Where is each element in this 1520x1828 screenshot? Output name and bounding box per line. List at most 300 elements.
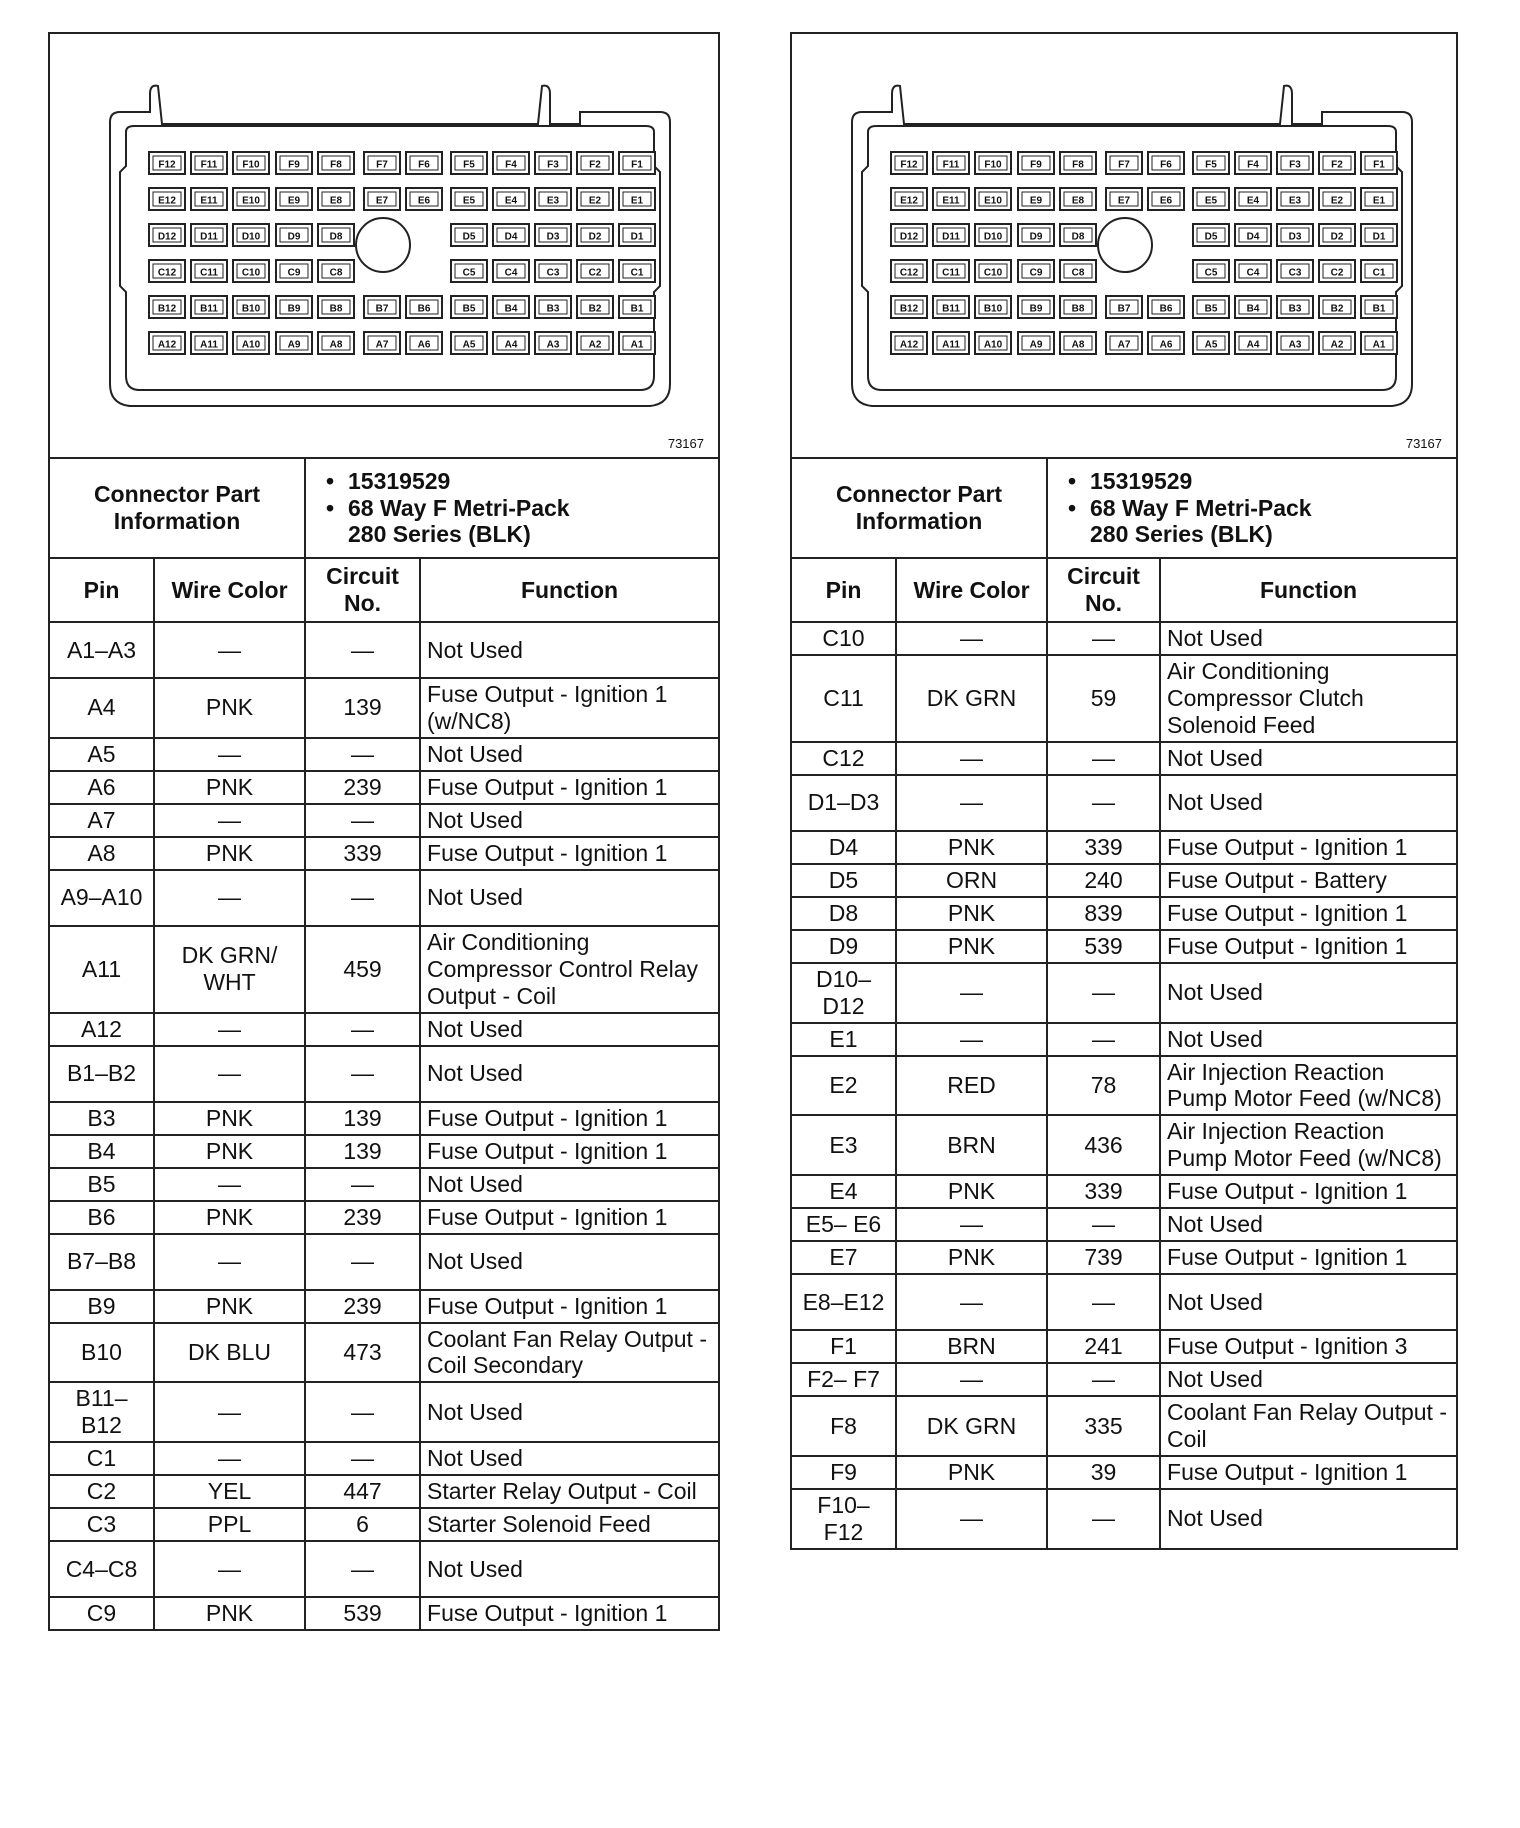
pin-cell: A7 xyxy=(49,804,154,837)
pin-cavity xyxy=(1235,224,1271,246)
pin-cavity-label: D2 xyxy=(588,231,602,243)
wire-color-cell: PNK xyxy=(896,897,1047,930)
wire-color-cell: PNK xyxy=(154,1102,305,1135)
pin-cell: E8–E12 xyxy=(791,1274,896,1330)
pin-cell: F8 xyxy=(791,1396,896,1456)
table-row xyxy=(49,870,719,926)
pin-cavity-label: B9 xyxy=(1029,303,1043,315)
circuit-cell: 241 xyxy=(1047,1330,1160,1363)
pin-cavity xyxy=(191,332,227,354)
pin-cavity-label: F8 xyxy=(330,159,342,171)
wire-color-cell: BRN xyxy=(896,1330,1047,1363)
pin-cavity xyxy=(493,260,529,282)
table-row xyxy=(49,1013,719,1046)
pin-cavity-label: B10 xyxy=(983,303,1003,315)
circuit-cell: 239 xyxy=(305,771,420,804)
pin-cavity-label: F11 xyxy=(200,159,218,171)
pin-cavity xyxy=(1018,152,1054,174)
pin-cavity xyxy=(1235,332,1271,354)
pin-cavity xyxy=(493,152,529,174)
pin-cavity xyxy=(535,152,571,174)
pin-cavity xyxy=(1235,152,1271,174)
pin-cavity-label: C9 xyxy=(287,267,301,279)
circuit-cell: 339 xyxy=(1047,831,1160,864)
pin-cavity xyxy=(1018,260,1054,282)
wire-color-cell: — xyxy=(896,742,1047,775)
pin-cavity-label: A11 xyxy=(200,339,218,351)
pin-cavity-label: F11 xyxy=(942,159,960,171)
pin-cavity xyxy=(1106,332,1142,354)
pin-cavity-label: D9 xyxy=(287,231,301,243)
pin-cavity-label: E10 xyxy=(242,195,260,207)
pin-cavity-label: D2 xyxy=(1330,231,1344,243)
pin-cavity xyxy=(975,188,1011,210)
pin-cavity-label: D4 xyxy=(1246,231,1260,243)
function-cell: Air Injection Reaction Pump Motor Feed (w/NC8) xyxy=(1160,1115,1457,1175)
pin-cavity-label: C11 xyxy=(200,267,218,279)
table-row xyxy=(791,1363,1457,1396)
connector-panel-right xyxy=(790,32,1458,1550)
pin-cavity-label: A6 xyxy=(417,339,431,351)
pin-cavity xyxy=(1319,188,1355,210)
pin-cavity xyxy=(577,260,613,282)
pin-cavity-label: E2 xyxy=(588,195,602,207)
circuit-cell: — xyxy=(305,738,420,771)
table-row xyxy=(49,738,719,771)
pin-cavity-label: A11 xyxy=(942,339,960,351)
function-cell: Fuse Output - Ignition 1 xyxy=(420,1290,719,1323)
pin-cavity-label: B4 xyxy=(504,303,518,315)
pin-cavity-label: F1 xyxy=(631,159,643,171)
pin-cavity xyxy=(1361,188,1397,210)
connector-info-label: Connector Part Information xyxy=(49,458,305,558)
connector-face-drawing xyxy=(50,34,718,457)
circuit-cell: — xyxy=(1047,963,1160,1023)
pin-cavity-label: F6 xyxy=(418,159,430,171)
pin-cell: B11–B12 xyxy=(49,1382,154,1442)
table-row xyxy=(791,1456,1457,1489)
circuit-cell: — xyxy=(1047,1489,1160,1549)
column-header-row xyxy=(49,558,719,622)
pin-cavity-label: F2 xyxy=(589,159,601,171)
pin-cavity-label: B7 xyxy=(1117,303,1131,315)
function-cell: Not Used xyxy=(420,1442,719,1475)
circuit-cell: 839 xyxy=(1047,897,1160,930)
pin-cell: F1 xyxy=(791,1330,896,1363)
pin-cavity-label: B4 xyxy=(1246,303,1260,315)
pin-cavity-label: F12 xyxy=(900,159,918,171)
function-cell: Not Used xyxy=(1160,1363,1457,1396)
connector-series: 280 Series (BLK) xyxy=(1090,521,1273,548)
pin-cavity-label: E5 xyxy=(462,195,476,207)
pin-cavity xyxy=(1060,296,1096,318)
pin-cavity-label: D3 xyxy=(1288,231,1302,243)
circuit-cell: — xyxy=(305,870,420,926)
table-row xyxy=(49,1201,719,1234)
pin-cavity-label: C1 xyxy=(1372,267,1386,279)
pin-cell: E7 xyxy=(791,1241,896,1274)
connector-series: 280 Series (BLK) xyxy=(348,521,531,548)
pin-cavity-label: D1 xyxy=(630,231,644,243)
pin-cavity xyxy=(1319,260,1355,282)
column-header-row xyxy=(791,558,1457,622)
pin-cavity-label: F7 xyxy=(1118,159,1130,171)
function-cell: Not Used xyxy=(1160,775,1457,831)
circuit-header: Circuit No. xyxy=(305,558,420,622)
wire-color-cell: — xyxy=(896,1489,1047,1549)
pin-cavity-label: E3 xyxy=(546,195,560,207)
function-cell: Fuse Output - Ignition 1 xyxy=(420,1135,719,1168)
table-row xyxy=(49,1597,719,1630)
pin-cell: B4 xyxy=(49,1135,154,1168)
pin-cavity-label: A12 xyxy=(157,339,177,351)
pin-cavity-label: D11 xyxy=(942,231,960,243)
function-cell: Fuse Output - Ignition 1 xyxy=(420,1597,719,1630)
connector-face-diagram xyxy=(790,32,1458,457)
pin-cavity-label: A10 xyxy=(241,339,261,351)
pin-cavity xyxy=(975,152,1011,174)
pin-cell: E4 xyxy=(791,1175,896,1208)
pin-cavity xyxy=(1277,296,1313,318)
circuit-cell: — xyxy=(1047,742,1160,775)
circuit-cell: 339 xyxy=(1047,1175,1160,1208)
pin-cavity xyxy=(1361,224,1397,246)
pin-cavity xyxy=(276,260,312,282)
pin-cavity xyxy=(149,296,185,318)
pin-cavity-label: A7 xyxy=(375,339,389,351)
table-row xyxy=(791,864,1457,897)
pin-cavity xyxy=(1148,188,1184,210)
pin-cell: B10 xyxy=(49,1323,154,1383)
pin-cavity-label: D10 xyxy=(983,231,1003,243)
pin-cell: C1 xyxy=(49,1442,154,1475)
function-cell: Not Used xyxy=(420,870,719,926)
circuit-cell: — xyxy=(1047,1274,1160,1330)
pin-cavity xyxy=(933,260,969,282)
pin-cavity-label: F5 xyxy=(1205,159,1217,171)
pin-cavity-label: B1 xyxy=(630,303,644,315)
circuit-cell: 239 xyxy=(305,1201,420,1234)
pin-cavity xyxy=(891,188,927,210)
pin-cavity xyxy=(149,224,185,246)
pin-cavity xyxy=(406,152,442,174)
pin-cavity-label: B8 xyxy=(329,303,343,315)
pin-cavity xyxy=(451,152,487,174)
pin-cell: A11 xyxy=(49,926,154,1013)
pin-cell: D5 xyxy=(791,864,896,897)
pin-cavity-label: E7 xyxy=(1117,195,1131,207)
pin-cavity-label: D8 xyxy=(1071,231,1085,243)
function-header: Function xyxy=(420,558,719,622)
wire-color-header: Wire Color xyxy=(896,558,1047,622)
circuit-cell: 59 xyxy=(1047,655,1160,742)
wire-color-cell: DK BLU xyxy=(154,1323,305,1383)
pin-cavity-label: C4 xyxy=(504,267,518,279)
pin-cavity-label: B6 xyxy=(1159,303,1173,315)
pin-cavity-label: F5 xyxy=(463,159,475,171)
pin-cavity xyxy=(1106,152,1142,174)
function-cell: Fuse Output - Ignition 1 xyxy=(420,1201,719,1234)
pin-cavity-label: B2 xyxy=(1330,303,1344,315)
pin-cell: A9–A10 xyxy=(49,870,154,926)
pin-cavity-label: C11 xyxy=(942,267,960,279)
pin-cavity xyxy=(577,224,613,246)
pin-cavity xyxy=(318,188,354,210)
pin-cavity xyxy=(149,332,185,354)
pin-cavity-label: F10 xyxy=(242,159,260,171)
pin-cavity xyxy=(406,296,442,318)
connector-info-row xyxy=(49,458,719,558)
pin-cavity xyxy=(1148,296,1184,318)
pin-cavity-label: C3 xyxy=(1288,267,1302,279)
pin-cavity-label: E6 xyxy=(417,195,431,207)
function-cell: Not Used xyxy=(1160,1489,1457,1549)
wire-color-cell: — xyxy=(154,1541,305,1597)
pin-cavity xyxy=(451,188,487,210)
pin-cavity-label: B11 xyxy=(200,303,218,315)
pin-cavity xyxy=(1018,188,1054,210)
pin-cavity xyxy=(191,224,227,246)
pin-cavity-label: D11 xyxy=(200,231,218,243)
function-cell: Fuse Output - Ignition 1 xyxy=(420,1102,719,1135)
pin-cavity-label: A4 xyxy=(1246,339,1260,351)
pin-cavity xyxy=(318,296,354,318)
pin-cavity-label: B10 xyxy=(241,303,261,315)
function-cell: Air Conditioning Compressor Clutch Solenoid Feed xyxy=(1160,655,1457,742)
pin-table xyxy=(48,457,720,1631)
pin-cavity xyxy=(191,152,227,174)
table-row xyxy=(49,1508,719,1541)
wire-color-cell: PNK xyxy=(154,1201,305,1234)
table-row xyxy=(49,1323,719,1383)
pin-cavity xyxy=(233,296,269,318)
pin-cavity xyxy=(619,152,655,174)
pin-cavity xyxy=(1148,332,1184,354)
pin-cavity-label: A10 xyxy=(983,339,1003,351)
function-cell: Fuse Output - Ignition 1 xyxy=(1160,897,1457,930)
circuit-cell: — xyxy=(305,1541,420,1597)
circuit-cell: 39 xyxy=(1047,1456,1160,1489)
pin-cavity-label: F7 xyxy=(376,159,388,171)
pin-cell: C12 xyxy=(791,742,896,775)
pin-cavity-label: E9 xyxy=(1029,195,1043,207)
pin-cell: D4 xyxy=(791,831,896,864)
table-row xyxy=(791,1115,1457,1175)
pin-cavity xyxy=(1018,296,1054,318)
pin-cell: D10–D12 xyxy=(791,963,896,1023)
pin-cavity xyxy=(451,224,487,246)
pin-cavity xyxy=(891,296,927,318)
pin-cavity-label: C12 xyxy=(157,267,177,279)
table-row xyxy=(49,1290,719,1323)
table-row xyxy=(791,655,1457,742)
pin-cell: C2 xyxy=(49,1475,154,1508)
pin-cavity-label: A8 xyxy=(1071,339,1085,351)
pin-cell: D9 xyxy=(791,930,896,963)
wire-color-cell: PNK xyxy=(154,837,305,870)
wire-color-cell: — xyxy=(154,1234,305,1290)
circuit-cell: 78 xyxy=(1047,1056,1160,1116)
function-cell: Fuse Output - Ignition 1 (w/NC8) xyxy=(420,678,719,738)
pin-cavity-label: E3 xyxy=(1288,195,1302,207)
table-row xyxy=(49,804,719,837)
pin-cavity xyxy=(406,332,442,354)
pin-cell: A5 xyxy=(49,738,154,771)
table-row xyxy=(791,1023,1457,1056)
pin-cavity-label: B1 xyxy=(1372,303,1386,315)
pin-cavity-label: C1 xyxy=(630,267,644,279)
connector-part-info xyxy=(305,458,719,558)
pin-cavity-label: C8 xyxy=(1071,267,1085,279)
pin-cell: C10 xyxy=(791,622,896,655)
pin-cell: E3 xyxy=(791,1115,896,1175)
pin-cell: F10–F12 xyxy=(791,1489,896,1549)
pin-cavity xyxy=(493,224,529,246)
pin-cavity-label: C4 xyxy=(1246,267,1260,279)
pin-cavity xyxy=(891,260,927,282)
part-number: • 15319529 xyxy=(1090,468,1450,495)
wire-color-cell: PNK xyxy=(896,831,1047,864)
circuit-cell: — xyxy=(305,804,420,837)
pin-cavity-label: C12 xyxy=(899,267,919,279)
table-row xyxy=(49,1046,719,1102)
pin-cavity-label: C10 xyxy=(241,267,261,279)
pin-cell: F2– F7 xyxy=(791,1363,896,1396)
function-cell: Not Used xyxy=(420,622,719,678)
function-cell: Not Used xyxy=(420,1234,719,1290)
pin-cavity-label: B5 xyxy=(462,303,476,315)
function-cell: Fuse Output - Ignition 1 xyxy=(1160,1175,1457,1208)
figure-number: 73167 xyxy=(1405,436,1442,451)
function-cell: Not Used xyxy=(1160,1208,1457,1241)
table-row xyxy=(791,1396,1457,1456)
table-row xyxy=(49,1102,719,1135)
pin-cavity-label: E8 xyxy=(329,195,343,207)
pin-cavity xyxy=(233,152,269,174)
function-cell: Not Used xyxy=(420,1541,719,1597)
function-cell: Not Used xyxy=(420,1382,719,1442)
pin-cavity-label: A9 xyxy=(287,339,301,351)
circuit-cell: — xyxy=(1047,622,1160,655)
pin-cavity xyxy=(1319,224,1355,246)
pin-cavity xyxy=(1235,296,1271,318)
connector-keyway-circle xyxy=(1098,218,1152,272)
pin-cavity-label: F4 xyxy=(505,159,517,171)
circuit-cell: 539 xyxy=(305,1597,420,1630)
function-cell: Air Conditioning Compressor Control Relay Output - Coil xyxy=(420,926,719,1013)
pin-cavity xyxy=(1060,260,1096,282)
pin-cavity xyxy=(975,296,1011,318)
wire-color-cell: PNK xyxy=(896,1456,1047,1489)
pin-cavity-label: A5 xyxy=(462,339,476,351)
pin-cavity-label: C9 xyxy=(1029,267,1043,279)
pin-cavity xyxy=(276,332,312,354)
pin-cavity xyxy=(535,296,571,318)
pin-cavity xyxy=(1361,296,1397,318)
wire-color-cell: — xyxy=(154,804,305,837)
pin-cavity-label: D4 xyxy=(504,231,518,243)
connector-face-drawing xyxy=(792,34,1456,457)
table-row xyxy=(791,1175,1457,1208)
circuit-cell: — xyxy=(305,1442,420,1475)
pin-cavity xyxy=(1148,152,1184,174)
pin-cavity-label: C3 xyxy=(546,267,560,279)
pin-cavity xyxy=(1235,260,1271,282)
pin-cavity-label: E4 xyxy=(504,195,518,207)
pin-cell: E2 xyxy=(791,1056,896,1116)
table-row xyxy=(791,1056,1457,1116)
circuit-cell: 339 xyxy=(305,837,420,870)
wire-color-cell: — xyxy=(154,1046,305,1102)
table-row xyxy=(791,897,1457,930)
pin-cavity xyxy=(1193,332,1229,354)
pin-cavity-label: C5 xyxy=(1204,267,1218,279)
pin-cavity-label: D10 xyxy=(241,231,261,243)
pin-cavity-label: B2 xyxy=(588,303,602,315)
pin-cavity-label: E5 xyxy=(1204,195,1218,207)
table-row xyxy=(791,1489,1457,1549)
wire-color-cell: PNK xyxy=(154,678,305,738)
pin-cavity-label: E12 xyxy=(900,195,918,207)
table-row xyxy=(49,1541,719,1597)
wire-color-cell: — xyxy=(896,1208,1047,1241)
pin-cavity-label: E2 xyxy=(1330,195,1344,207)
function-cell: Coolant Fan Relay Output - Coil xyxy=(1160,1396,1457,1456)
table-row xyxy=(791,1330,1457,1363)
pin-cavity xyxy=(1018,332,1054,354)
pin-cavity xyxy=(318,224,354,246)
figure-number: 73167 xyxy=(667,436,704,451)
pin-cell: C11 xyxy=(791,655,896,742)
pin-cavity-label: E11 xyxy=(200,195,218,207)
wire-color-cell: — xyxy=(154,1442,305,1475)
pin-cavity xyxy=(933,152,969,174)
pin-cavity-label: B7 xyxy=(375,303,389,315)
pin-cavity xyxy=(975,332,1011,354)
pin-cell: B5 xyxy=(49,1168,154,1201)
circuit-cell: 139 xyxy=(305,1102,420,1135)
wire-color-cell: PNK xyxy=(154,1290,305,1323)
pin-cavity xyxy=(535,188,571,210)
function-cell: Coolant Fan Relay Output - Coil Secondary xyxy=(420,1323,719,1383)
pin-cavity-label: A4 xyxy=(504,339,518,351)
pin-cavity xyxy=(149,152,185,174)
circuit-cell: 335 xyxy=(1047,1396,1160,1456)
table-row xyxy=(791,930,1457,963)
circuit-cell: — xyxy=(305,622,420,678)
pin-cavity xyxy=(233,188,269,210)
pin-cavity-label: A12 xyxy=(899,339,919,351)
circuit-cell: 240 xyxy=(1047,864,1160,897)
wire-color-cell: — xyxy=(896,963,1047,1023)
pin-cavity-label: F3 xyxy=(547,159,559,171)
pin-cavity-label: E6 xyxy=(1159,195,1173,207)
pin-cell: E5– E6 xyxy=(791,1208,896,1241)
pin-cavity xyxy=(1060,332,1096,354)
pin-cavity-label: E8 xyxy=(1071,195,1085,207)
pin-cell: A1–A3 xyxy=(49,622,154,678)
table-row xyxy=(49,1234,719,1290)
pin-cell: D1–D3 xyxy=(791,775,896,831)
pin-cavity xyxy=(577,296,613,318)
pin-cavity xyxy=(1361,332,1397,354)
wire-color-cell: PNK xyxy=(896,930,1047,963)
pin-cavity xyxy=(1277,332,1313,354)
circuit-cell: 739 xyxy=(1047,1241,1160,1274)
pin-cavity xyxy=(149,260,185,282)
circuit-cell: 473 xyxy=(305,1323,420,1383)
pin-cavity xyxy=(1193,152,1229,174)
